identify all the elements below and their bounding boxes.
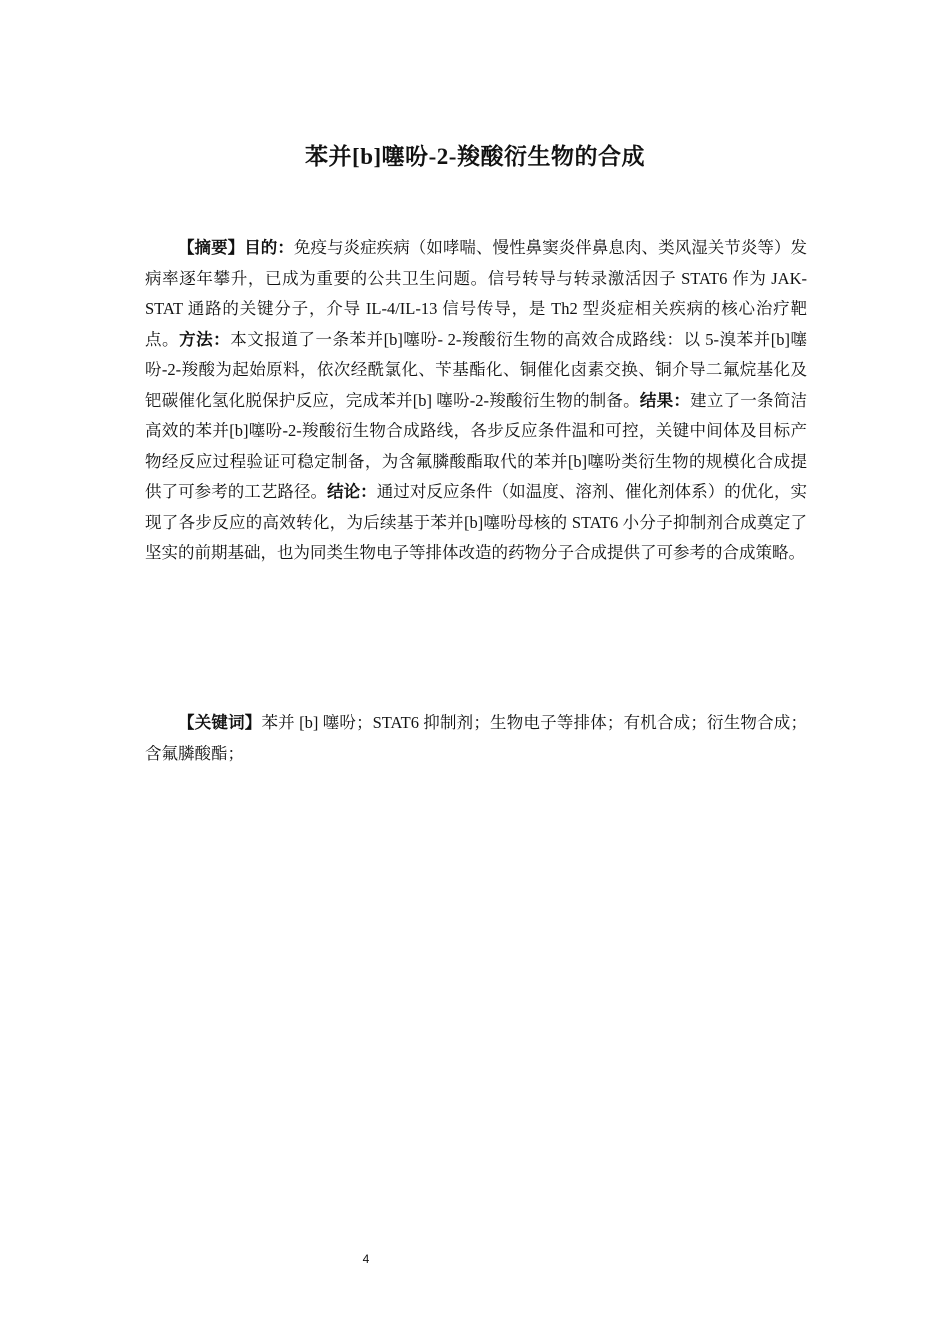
conclusion-label: 结论： [327,482,377,501]
keywords-header: 【关键词】 [178,713,262,732]
abstract-header: 【摘要】 [178,238,245,257]
page-number: 4 [362,1252,370,1266]
keywords-text: 苯并 [b] 噻吩；STAT6 抑制剂；生物电子等排体；有机合成；衍生物合成；含氟膦酸酯； [145,713,808,763]
result-label: 结果： [639,390,691,410]
method-label: 方法： [179,329,231,349]
keywords-paragraph [145,708,807,769]
method-text: 本文报道了一条苯并[b]噻吩- 2-羧酸衍生物的高效合成路线：以 5-溴苯并[b]噻吩-2-羧酸为起始原料，依次经酰氯化、苄基酯化、铜催化卤素交换、铜介导二氟烷基化及钯碳催化氢化脱保护反应，完成苯并[b] 噻吩-2-羧酸衍生物的制备。 [145,329,807,410]
conclusion-text: 通过对反应条件（如温度、溶剂、催化剂体系）的优化，实现了各步反应的高效转化，为后续基于苯并[b]噻吩母核的 STAT6 小分子抑制剂合成奠定了坚实的前期基础，也为同类生物电子等排体改造的药物分子合成提供了可参考的合成策略。 [145,482,808,562]
purpose-text: 免疫与炎症疾病（如哮喘、慢性鼻窦炎伴鼻息肉、类风湿关节炎等）发病率逐年攀升，已成为重要的公共卫生问题。信号转导与转录激活因子 STAT6 作为 JAK-STAT 通路的关键分子，介导 IL-4/IL-13 信号传导，是 Th2 型炎症相关疾病的核心治疗靶点。 [145,238,808,349]
abstract-paragraph [145,233,807,569]
purpose-label: 目的： [244,238,294,257]
document-title: 苯并[b]噻吩-2-羧酸衍生物的合成 [305,144,645,169]
result-text: 建立了一条简洁高效的苯并[b]噻吩-2-羧酸衍生物合成路线，各步反应条件温和可控，关键中间体及目标产物经反应过程验证可稳定制备，为含氟膦酸酯取代的苯并[b]噻吩类衍生物的规模化合成提供了可参考的工艺路径。 [145,390,807,501]
